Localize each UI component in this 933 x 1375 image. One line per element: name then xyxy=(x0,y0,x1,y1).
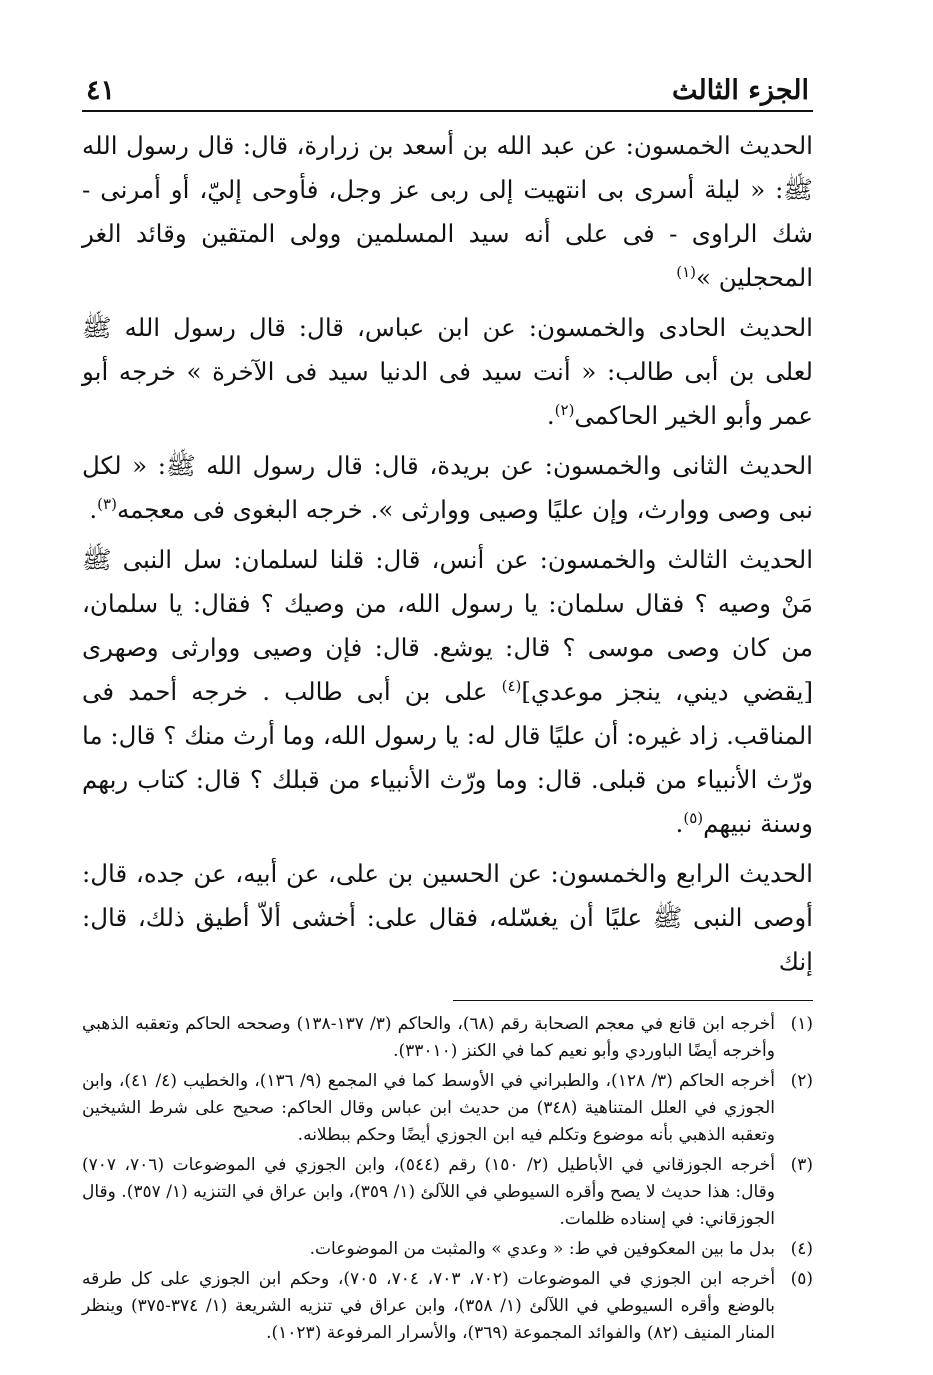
hadith-end: . xyxy=(89,495,98,524)
footnote-text: بدل ما بين المعكوفين في ط: « وعدي » والمثبت من الموضوعات. xyxy=(309,1239,775,1259)
footnote-ref: (٤) xyxy=(501,676,522,695)
footnote-number: (٣) xyxy=(790,1155,813,1175)
footnote-number: (١) xyxy=(790,1014,813,1034)
footnote-text: أخرجه الجوزقاني في الأباطيل (٢/ ١٥٠) رقم (٥٤٤)، وابن الجوزي في الموضوعات (٧٠٦، ٧٠٧) وقال: هذا حديث لا يصح وأقره السيوطي في اللآلئ (١/ ٣٥٩)، وابن عراق في التنزيه (١/ ٣٥٧). وقال الجوزقاني: في إسناده ظلمات. xyxy=(82,1155,776,1229)
footnote-ref: (٣) xyxy=(97,494,117,513)
footnote-number: (٥) xyxy=(790,1269,813,1289)
running-header xyxy=(82,62,813,112)
footnote-number: (٢) xyxy=(790,1071,813,1091)
hadith-text: الحديث الثانى والخمسون: عن بريدة، قال: قال رسول الله ﷺ: « لكل نبى وصى ووارث، وإن عليًا وصيى ووارثى ». خرجه البغوى فى معجمه xyxy=(82,451,813,524)
hadith-end: . xyxy=(546,401,555,430)
footnote-text: أخرجه ابن قانع في معجم الصحابة رقم (٦٨)، والحاكم (٣/ ١٣٧-١٣٨) وصححه الحاكم وتعقبه الذهبي وأخرجه أيضًا الباوردي وأبو نعيم كما في الكنز (٣٣٠١٠). xyxy=(82,1014,776,1061)
footnote xyxy=(82,1266,813,1347)
footnote xyxy=(82,1011,813,1065)
hadith-text: الحديث الخمسون: عن عبد الله بن أسعد بن زرارة، قال: قال رسول الله ﷺ: « ليلة أسرى بى انتهيت إلى ربى عز وجل، فأوحى إليّ، أو أمرنى - شك الراوى - فى على أنه سيد المسلمين وولى المتقين وقائد الغر المحجلين » xyxy=(82,131,813,292)
hadith-text: الحديث الرابع والخمسون: عن الحسين بن على، عن أبيه، عن جده، قال: أوصى النبى ﷺ عليًا أن يغسّله، فقال على: أخشى ألاّ أطيق ذلك، قال: إنك xyxy=(82,859,813,976)
footnote-text: أخرجه الحاكم (٣/ ١٢٨)، والطبراني في الأوسط كما في المجمع (٩/ ١٣٦)، والخطيب (٤/ ٤١)، وابن الجوزي في العلل المتناهية (٣٤٨) من حديث ابن عباس وقال الحاكم: صحيح على شرط الشيخين وتعقبه الذهبي بأنه موضوع وتكلم فيه ابن الجوزي أيضًا وحكم ببطلانه. xyxy=(82,1071,775,1145)
running-title: الجزء الثالث xyxy=(672,75,809,106)
main-text xyxy=(82,124,813,984)
footnotes xyxy=(82,1011,813,1347)
footnote-divider xyxy=(453,1000,813,1001)
footnote xyxy=(82,1152,813,1233)
hadith-text: الحديث الحادى والخمسون: عن ابن عباس، قال: قال رسول الله ﷺ لعلى بن أبى طالب: « أنت سيد فى الدنيا سيد فى الآخرة » خرجه أبو عمر وأبو الخير الحاكمى xyxy=(82,313,813,430)
hadith-continuation: على بن أبى طالب . خرجه أحمد فى المناقب. زاد غيره: أن عليًا قال له: يا رسول الله، وما أرث منك ؟ قال: ما ورّث الأنبياء من قبلى. قال: وما ورّث الأنبياء من قبلك ؟ قال: كتاب ربهم وسنة نبيهم xyxy=(82,677,813,838)
footnote-number: (٤) xyxy=(790,1239,813,1259)
hadith-paragraph xyxy=(82,306,813,438)
footnote-ref: (٥) xyxy=(683,808,704,827)
hadith-paragraph xyxy=(82,852,813,984)
footnote-ref: (١) xyxy=(676,262,696,281)
footnote-text: أخرجه ابن الجوزي في الموضوعات (٧٠٢، ٧٠٣، ٧٠٤، ٧٠٥)، وحكم ابن الجوزي على كل طرقه بالوضع وأقره السيوطي في اللآلئ (١/ ٣٥٨)، وابن عراق في تنزيه الشريعة (١/ ٣٧٤-٣٧٥) وينظر المنار المنيف (٨٢) والفوائد المجموعة (٣٦٩)، والأسرار المرفوعة (١٠٢٣). xyxy=(82,1269,776,1343)
page-number: ٤١ xyxy=(86,75,116,106)
hadith-paragraph xyxy=(82,538,813,846)
hadith-paragraph xyxy=(82,444,813,532)
footnote-ref: (٢) xyxy=(554,400,575,419)
footnote xyxy=(82,1236,813,1263)
hadith-paragraph xyxy=(82,124,813,300)
footnote xyxy=(82,1068,813,1149)
hadith-end: . xyxy=(675,809,684,838)
hadith-text: الحديث الثالث والخمسون: عن أنس، قال: قلنا لسلمان: سل النبى ﷺ مَنْ وصيه ؟ فقال سلمان: يا رسول الله، من وصيك ؟ فقال: يا سلمان، من كان وصى موسى ؟ قال: يوشع. قال: فإن وصيى ووارثى وصهرى [يقضي ديني، ينجز موعدي] xyxy=(82,545,814,706)
